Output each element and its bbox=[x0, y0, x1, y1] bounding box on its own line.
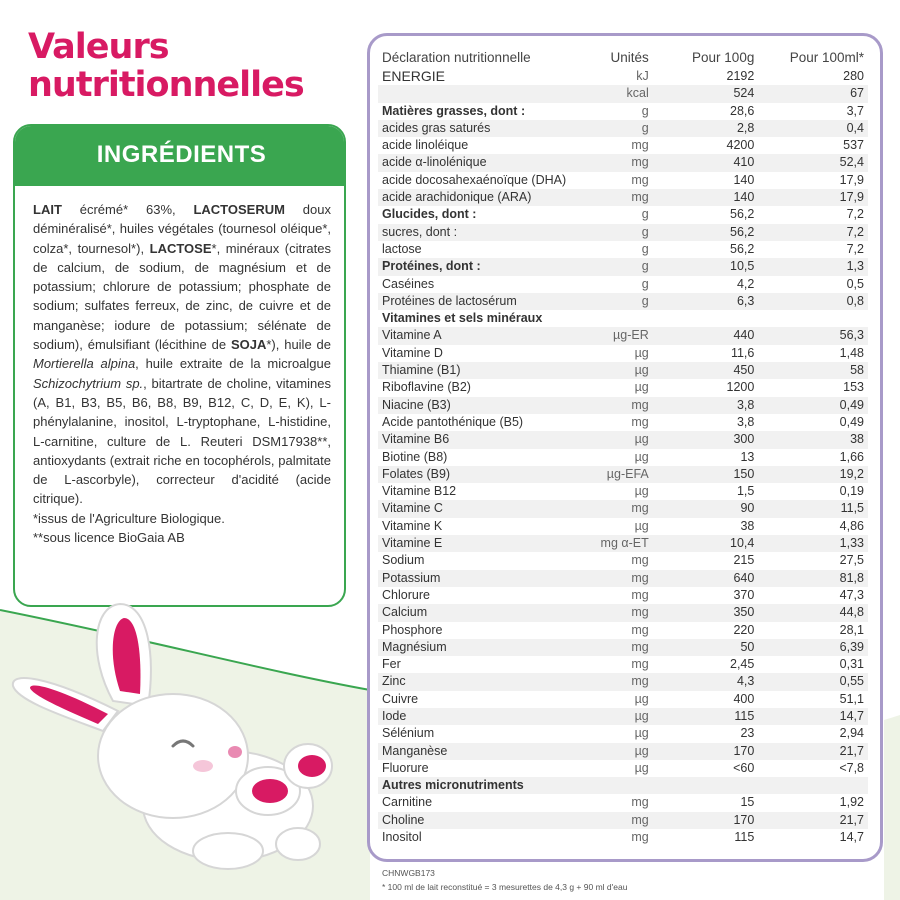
table-row bbox=[378, 362, 868, 379]
nutrient-name: sucres, dont : bbox=[378, 224, 590, 241]
nutrient-unit bbox=[590, 777, 657, 794]
value-per-100g: 2,8 bbox=[657, 120, 755, 137]
product-code: CHNWGB173 bbox=[382, 868, 435, 878]
value-per-100g: 56,2 bbox=[657, 224, 755, 241]
ingredients-footnote-bio: *issus de l'Agriculture Biologique. bbox=[33, 510, 225, 526]
nutrient-unit: mg bbox=[590, 500, 657, 517]
nutrient-unit: g bbox=[590, 293, 657, 310]
value-per-100g: <60 bbox=[733, 760, 755, 775]
value-per-100g: 140 bbox=[657, 189, 755, 206]
ingredients-text bbox=[33, 200, 331, 547]
value-per-100g: 410 bbox=[657, 154, 755, 171]
value-per-100ml: 1,92 bbox=[839, 795, 864, 810]
nutrition-table-body bbox=[378, 68, 868, 846]
value-per-100g: 23 bbox=[740, 726, 755, 741]
nutrient-unit: kcal bbox=[590, 85, 657, 102]
table-row bbox=[378, 120, 868, 137]
value-per-100ml: 19,2 bbox=[754, 466, 868, 483]
nutrient-name: Glucides, dont : bbox=[382, 207, 477, 222]
value-per-100g: 6,3 bbox=[657, 293, 755, 310]
value-per-100ml: 67 bbox=[754, 85, 868, 102]
value-per-100ml: 44,8 bbox=[754, 604, 868, 621]
table-row bbox=[378, 639, 868, 656]
value-per-100g: 170 bbox=[657, 743, 755, 760]
footnotes bbox=[382, 866, 627, 894]
nutrient-name: Vitamine A bbox=[378, 327, 590, 344]
value-per-100g: 10,5 bbox=[657, 258, 755, 275]
value-per-100ml: 0,5 bbox=[846, 276, 864, 291]
nutrient-name: acides gras saturés bbox=[378, 120, 590, 137]
table-row bbox=[378, 622, 868, 639]
value-per-100g: 3,8 bbox=[657, 397, 755, 414]
value-per-100g: 4200 bbox=[726, 138, 755, 153]
value-per-100g: 440 bbox=[657, 327, 755, 344]
table-row bbox=[378, 829, 868, 846]
nutrient-unit: mg bbox=[631, 414, 649, 429]
value-per-100g: 13 bbox=[740, 449, 755, 464]
ingredients-title: INGRÉDIENTS bbox=[96, 141, 267, 168]
value-per-100g: 2,45 bbox=[730, 657, 755, 672]
nutrient-name: Vitamine K bbox=[382, 518, 443, 533]
value-per-100g: 140 bbox=[733, 172, 755, 187]
nutrient-name: ENERGIE bbox=[382, 68, 446, 84]
table-row bbox=[378, 570, 868, 587]
nutrient-name: Riboflavine (B2) bbox=[382, 380, 471, 395]
table-row bbox=[378, 327, 868, 344]
table-row bbox=[378, 708, 868, 725]
nutrient-name: acide arachidonique (ARA) bbox=[378, 189, 590, 206]
value-per-100g: 1,5 bbox=[736, 484, 755, 499]
nutrient-unit: g bbox=[641, 241, 649, 256]
page-title bbox=[28, 28, 304, 104]
value-per-100g: 115 bbox=[657, 708, 755, 725]
nutrient-name: Folates (B9) bbox=[378, 466, 590, 483]
nutrient-name: Zinc bbox=[378, 673, 590, 690]
value-per-100ml: 0,31 bbox=[839, 657, 864, 672]
bunny-icon bbox=[8, 596, 348, 886]
table-row bbox=[378, 794, 868, 811]
ing-lactoserum: LACTOSERUM bbox=[193, 202, 285, 217]
header-units: Unités bbox=[610, 49, 649, 65]
table-row bbox=[378, 656, 868, 673]
nutrient-name: Magnésium bbox=[378, 639, 590, 656]
nutrient-name: Iode bbox=[378, 708, 590, 725]
table-row bbox=[378, 587, 868, 604]
value-per-100ml: 3,7 bbox=[846, 103, 864, 118]
nutrient-name: Phosphore bbox=[382, 622, 443, 637]
value-per-100g: 3,8 bbox=[736, 414, 755, 429]
value-per-100g: 11,6 bbox=[730, 345, 755, 360]
value-per-100g: 56,2 bbox=[730, 207, 755, 222]
table-header-row bbox=[378, 46, 868, 68]
ing-text-4: *), huile de bbox=[266, 337, 331, 353]
value-per-100g: 10,4 bbox=[657, 535, 755, 552]
value-per-100ml: 14,7 bbox=[839, 830, 864, 845]
table-row bbox=[378, 103, 868, 120]
nutrition-table bbox=[378, 46, 868, 846]
value-per-100g: 150 bbox=[657, 466, 755, 483]
nutrient-unit: µg bbox=[634, 691, 649, 706]
value-per-100ml: 4,86 bbox=[839, 518, 864, 533]
table-row bbox=[378, 68, 868, 85]
ing-mortierella: Mortierella alpina bbox=[33, 356, 136, 372]
nutrient-name: Fer bbox=[382, 657, 401, 672]
nutrient-unit: mg bbox=[631, 587, 649, 602]
nutrient-unit: µg bbox=[634, 518, 649, 533]
value-per-100g: 90 bbox=[657, 500, 755, 517]
value-per-100g: 450 bbox=[657, 362, 755, 379]
nutrient-name: Vitamine C bbox=[378, 500, 590, 517]
nutrient-name: Inositol bbox=[382, 830, 422, 845]
nutrient-unit: mg bbox=[590, 673, 657, 690]
value-per-100ml: 17,9 bbox=[754, 189, 868, 206]
value-per-100g: 215 bbox=[733, 553, 755, 568]
table-row bbox=[378, 743, 868, 760]
value-per-100g: 300 bbox=[657, 431, 755, 448]
nutrient-unit: µg bbox=[590, 743, 657, 760]
nutrient-name: Sodium bbox=[382, 553, 425, 568]
value-per-100g: 28,6 bbox=[730, 103, 755, 118]
table-row bbox=[378, 154, 868, 171]
value-per-100ml: 537 bbox=[843, 138, 864, 153]
nutrient-unit: g bbox=[641, 276, 649, 291]
nutrient-unit: µg bbox=[634, 380, 649, 395]
value-per-100ml: 1,33 bbox=[754, 535, 868, 552]
table-row bbox=[378, 85, 868, 102]
value-per-100ml: 7,2 bbox=[846, 241, 864, 256]
value-per-100g: 350 bbox=[657, 604, 755, 621]
nutrient-name: Matières grasses, dont : bbox=[382, 103, 526, 118]
value-per-100g: 4,2 bbox=[736, 276, 755, 291]
table-row bbox=[378, 241, 868, 258]
nutrient-unit: µg bbox=[634, 760, 649, 775]
nutrient-unit: g bbox=[641, 207, 649, 222]
header-declaration: Déclaration nutritionnelle bbox=[382, 49, 531, 65]
table-row bbox=[378, 431, 868, 448]
nutrient-unit: g bbox=[641, 103, 649, 118]
nutrient-unit: µg bbox=[634, 449, 649, 464]
nutrient-name: Vitamine D bbox=[382, 345, 443, 360]
table-row bbox=[378, 760, 868, 777]
nutrient-unit: mg bbox=[631, 172, 649, 187]
nutrient-name: Chlorure bbox=[382, 587, 430, 602]
nutrient-unit: µg bbox=[634, 484, 649, 499]
table-row bbox=[378, 172, 868, 189]
nutrient-unit: µg bbox=[634, 345, 649, 360]
nutrient-name: Calcium bbox=[378, 604, 590, 621]
value-per-100ml: 1,66 bbox=[839, 449, 864, 464]
table-row bbox=[378, 812, 868, 829]
nutrient-unit: mg bbox=[631, 553, 649, 568]
ing-text-2: doux déminéralisé*, huiles végétales (tournesol oléique*, colza*, tournesol*), bbox=[33, 202, 331, 256]
table-row bbox=[378, 310, 868, 327]
nutrient-name bbox=[378, 85, 590, 102]
table-row bbox=[378, 379, 868, 396]
table-row bbox=[378, 137, 868, 154]
header-per-100g: Pour 100g bbox=[692, 49, 755, 65]
value-per-100ml: 7,2 bbox=[754, 224, 868, 241]
table-row bbox=[378, 449, 868, 466]
table-row bbox=[378, 345, 868, 362]
nutrient-name: Autres micronutriments bbox=[378, 777, 590, 794]
value-per-100ml: 58 bbox=[754, 362, 868, 379]
value-per-100ml: 0,4 bbox=[754, 120, 868, 137]
nutrient-unit: mg α-ET bbox=[590, 535, 657, 552]
nutrient-unit: mg bbox=[590, 397, 657, 414]
nutrient-name: Manganèse bbox=[378, 743, 590, 760]
nutrient-name: Vitamines et sels minéraux bbox=[382, 311, 543, 326]
ing-soja: SOJA bbox=[230, 337, 267, 353]
table-row bbox=[378, 535, 868, 552]
nutrient-name: Cuivre bbox=[382, 691, 419, 706]
table-row bbox=[378, 293, 868, 310]
nutrient-name: Protéines de lactosérum bbox=[378, 293, 590, 310]
value-per-100g: 115 bbox=[734, 830, 755, 845]
title-line-2: nutritionnelles bbox=[28, 65, 304, 105]
value-per-100ml: 38 bbox=[754, 431, 868, 448]
value-per-100g: 370 bbox=[733, 587, 755, 602]
value-per-100ml: 81,8 bbox=[754, 570, 868, 587]
value-per-100g: 4,3 bbox=[657, 673, 755, 690]
nutrient-name: lactose bbox=[382, 241, 422, 256]
ing-lactose: LACTOSE bbox=[149, 240, 212, 256]
table-row bbox=[378, 777, 868, 794]
table-row bbox=[378, 206, 868, 223]
value-per-100ml: 52,4 bbox=[754, 154, 868, 171]
ingredients-footnote-biogaia: **sous licence BioGaia AB bbox=[33, 530, 185, 546]
nutrient-unit: mg bbox=[631, 138, 649, 153]
value-per-100ml: 0,49 bbox=[839, 414, 864, 429]
nutrient-unit: µg bbox=[590, 362, 657, 379]
value-per-100g: 2192 bbox=[726, 69, 755, 83]
ingredients-header bbox=[13, 124, 346, 186]
nutrient-unit: g bbox=[590, 258, 657, 275]
value-per-100g: 640 bbox=[657, 570, 755, 587]
value-per-100g: 524 bbox=[657, 85, 755, 102]
nutrient-name: Thiamine (B1) bbox=[378, 362, 590, 379]
value-per-100ml: 17,9 bbox=[839, 172, 864, 187]
value-per-100ml: 21,7 bbox=[754, 743, 868, 760]
nutrient-unit: mg bbox=[631, 657, 649, 672]
value-per-100g: 56,2 bbox=[730, 241, 755, 256]
nutrient-name: Niacine (B3) bbox=[378, 397, 590, 414]
nutrient-name: acide linoléique bbox=[382, 138, 469, 153]
table-row bbox=[378, 224, 868, 241]
ing-text-5: , huile extraite de la microalgue bbox=[135, 356, 331, 372]
nutrient-unit: mg bbox=[631, 622, 649, 637]
nutrient-name: Vitamine E bbox=[378, 535, 590, 552]
nutrient-unit: kJ bbox=[636, 69, 649, 83]
nutrient-unit: mg bbox=[631, 795, 649, 810]
value-per-100g: 170 bbox=[657, 812, 755, 829]
nutrient-unit bbox=[590, 310, 657, 327]
value-per-100g bbox=[657, 310, 755, 327]
table-row bbox=[378, 725, 868, 742]
nutrient-name: Sélénium bbox=[382, 726, 435, 741]
header-per-100ml: Pour 100ml* bbox=[789, 49, 864, 65]
value-per-100g: 400 bbox=[733, 691, 755, 706]
nutrient-unit: mg bbox=[590, 812, 657, 829]
nutrient-unit: µg bbox=[590, 708, 657, 725]
value-per-100g: 38 bbox=[740, 518, 755, 533]
value-per-100ml: 6,39 bbox=[754, 639, 868, 656]
table-row bbox=[378, 518, 868, 535]
nutrient-name: Choline bbox=[378, 812, 590, 829]
value-per-100ml: <7,8 bbox=[839, 760, 864, 775]
value-per-100ml: 51,1 bbox=[839, 691, 864, 706]
value-per-100ml: 21,7 bbox=[754, 812, 868, 829]
nutrient-unit: mg bbox=[631, 830, 649, 845]
ing-schizochytrium: Schizochytrium sp. bbox=[33, 375, 144, 391]
value-per-100ml: 47,3 bbox=[839, 587, 864, 602]
reconstitution-note: * 100 ml de lait reconstitué = 3 mesurettes de 4,3 g + 90 ml d'eau bbox=[382, 882, 628, 892]
value-per-100g: 15 bbox=[740, 795, 755, 810]
nutrient-unit: µg bbox=[634, 726, 649, 741]
nutrient-name: Biotine (B8) bbox=[382, 449, 448, 464]
value-per-100ml: 14,7 bbox=[754, 708, 868, 725]
value-per-100ml: 153 bbox=[843, 380, 864, 395]
nutrient-unit: µg bbox=[590, 431, 657, 448]
nutrient-unit: g bbox=[590, 120, 657, 137]
table-row bbox=[378, 673, 868, 690]
nutrient-unit: µg-EFA bbox=[590, 466, 657, 483]
nutrient-unit: mg bbox=[590, 154, 657, 171]
table-row bbox=[378, 500, 868, 517]
table-row bbox=[378, 189, 868, 206]
nutrient-name: Caséines bbox=[382, 276, 435, 291]
value-per-100g: 1200 bbox=[726, 380, 755, 395]
table-row bbox=[378, 397, 868, 414]
nutrient-name: Potassium bbox=[378, 570, 590, 587]
ing-text-3: *, minéraux (citrates de calcium, de sodium, de magnésium et de potassium; chlorure de potassium; phosphate de sodium; sulfates ferreux, de zinc, de cuivre et de manganèse; iodure de potassium; sélénate de sodium), émulsifiant (lécithine de bbox=[33, 240, 331, 353]
ing-lait: LAIT bbox=[33, 202, 62, 217]
nutrient-name: Fluorure bbox=[382, 760, 429, 775]
table-row bbox=[378, 466, 868, 483]
ingredients-panel bbox=[13, 124, 346, 607]
nutrient-unit: mg bbox=[590, 570, 657, 587]
nutrient-unit: mg bbox=[590, 604, 657, 621]
nutrient-name: Carnitine bbox=[382, 795, 433, 810]
table-row bbox=[378, 552, 868, 569]
value-per-100ml: 7,2 bbox=[846, 207, 864, 222]
nutrient-name: acide α-linolénique bbox=[378, 154, 590, 171]
nutrient-unit: mg bbox=[590, 639, 657, 656]
nutrient-unit: mg bbox=[590, 189, 657, 206]
table-row bbox=[378, 483, 868, 500]
table-row bbox=[378, 604, 868, 621]
nutrient-name: acide docosahexaénoïque (DHA) bbox=[382, 172, 567, 187]
value-per-100ml bbox=[754, 777, 868, 794]
value-per-100ml: 28,1 bbox=[839, 622, 864, 637]
nutrient-name: Protéines, dont : bbox=[378, 258, 590, 275]
value-per-100ml: 11,5 bbox=[754, 500, 868, 517]
ing-text-1: écrémé* 63%, bbox=[61, 202, 194, 217]
value-per-100ml: 0,8 bbox=[754, 293, 868, 310]
value-per-100ml: 1,3 bbox=[754, 258, 868, 275]
table-row bbox=[378, 276, 868, 293]
nutrient-name: Vitamine B12 bbox=[382, 484, 457, 499]
value-per-100ml: 280 bbox=[843, 69, 864, 83]
value-per-100g: 50 bbox=[657, 639, 755, 656]
nutrient-name: Acide pantothénique (B5) bbox=[382, 414, 524, 429]
title-line-1: Valeurs bbox=[28, 27, 169, 67]
value-per-100ml bbox=[754, 310, 868, 327]
value-per-100ml: 56,3 bbox=[754, 327, 868, 344]
table-row bbox=[378, 258, 868, 275]
value-per-100ml: 27,5 bbox=[839, 553, 864, 568]
ing-text-6: , bitartrate de choline, vitamines (A, B1, B3, B5, B6, B8, B9, B12, C, D, E, K), L-phénylalanine, inositol, L-tryptophane, L-histidine, L-carnitine, culture de L. Reuteri DSM17938**, antioxydants (extrait riche en tocophérols, palmitate de L-ascorbyle), correcteur d'acidité (acide citrique). bbox=[33, 375, 331, 507]
value-per-100ml: 2,94 bbox=[839, 726, 864, 741]
value-per-100ml: 1,48 bbox=[839, 345, 864, 360]
nutrient-name: Vitamine B6 bbox=[378, 431, 590, 448]
nutrient-unit: g bbox=[590, 224, 657, 241]
value-per-100ml: 0,55 bbox=[754, 673, 868, 690]
value-per-100g bbox=[657, 777, 755, 794]
nutrient-unit: µg-ER bbox=[590, 327, 657, 344]
value-per-100g: 220 bbox=[733, 622, 755, 637]
value-per-100ml: 0,19 bbox=[839, 484, 864, 499]
value-per-100ml: 0,49 bbox=[754, 397, 868, 414]
table-row bbox=[378, 414, 868, 431]
table-row bbox=[378, 691, 868, 708]
